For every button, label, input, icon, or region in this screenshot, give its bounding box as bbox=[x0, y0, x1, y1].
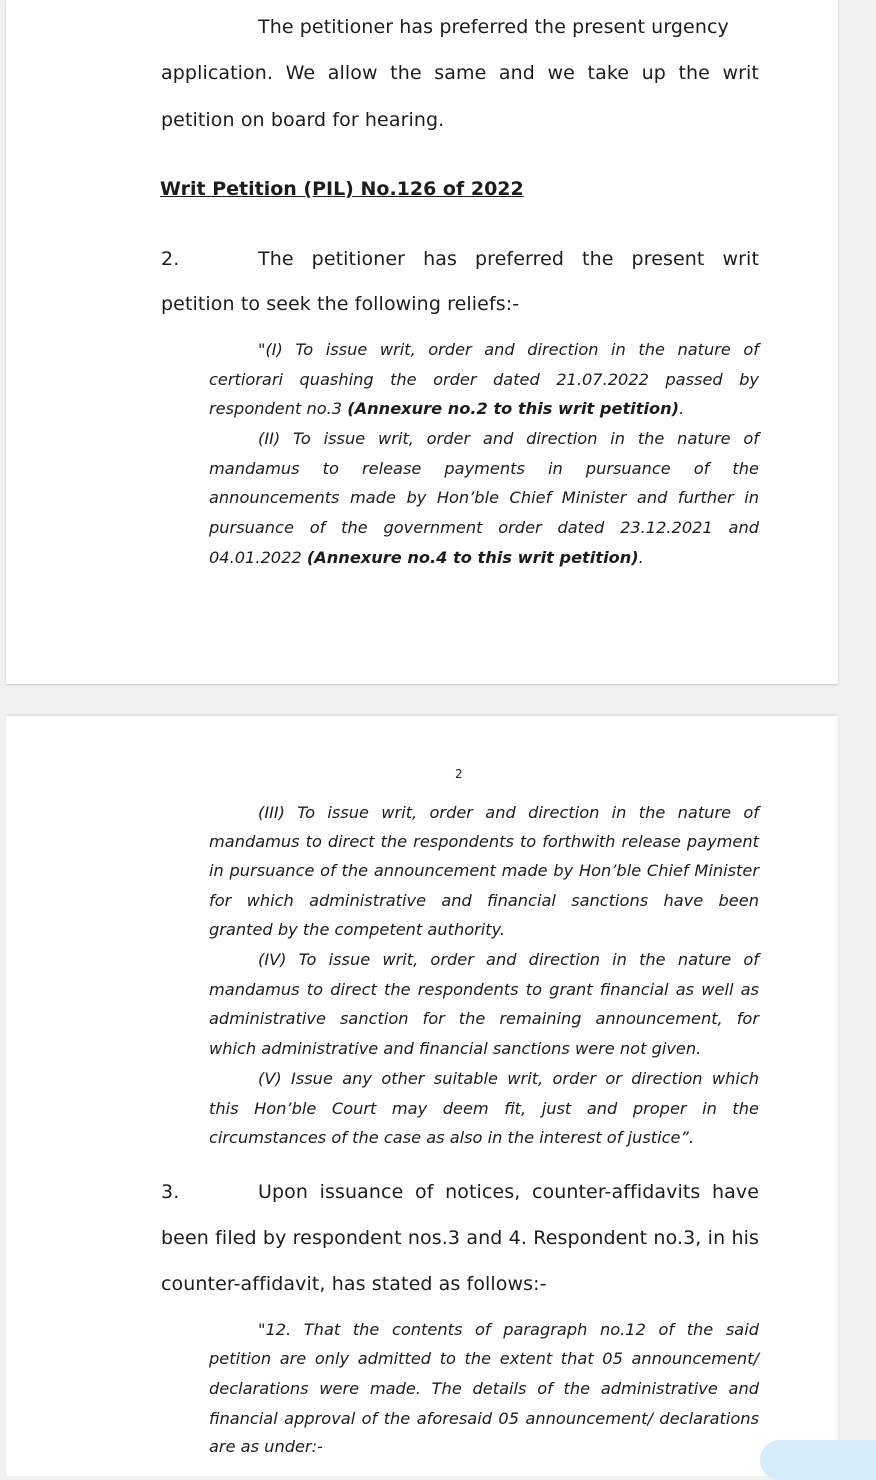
relief-5-line-3: circumstances of the case as also in the interest of justice”. bbox=[209, 1128, 694, 1147]
quote-12-line-5: are as under:- bbox=[209, 1437, 323, 1456]
annexure-4-reference: (Annexure no.4 to this writ petition) bbox=[306, 548, 639, 567]
relief-3-line-4: for which administrative and financial sanctions have been bbox=[209, 891, 759, 910]
relief-1-line-3 bbox=[209, 399, 684, 418]
relief-2-line-4: pursuance of the government order dated 23.12.2021 and bbox=[209, 518, 759, 537]
case-heading: Writ Petition (PIL) No.126 of 2022 bbox=[160, 178, 524, 200]
relief-3-line-1: (III) To issue writ, order and direction in the nature of bbox=[258, 803, 759, 822]
page-number: 2 bbox=[455, 767, 463, 781]
para-2-line-2: petition to seek the following reliefs:- bbox=[161, 293, 520, 315]
relief-4-line-4: which administrative and financial sanctions were not given. bbox=[209, 1039, 702, 1058]
quote-12-line-3: declarations were made. The details of the administrative and bbox=[209, 1379, 759, 1398]
para-3-line-2: been filed by respondent nos.3 and 4. Respondent no.3, in his bbox=[161, 1227, 759, 1249]
quote-12-line-2: petition are only admitted to the extent that 05 announcement/ bbox=[209, 1349, 759, 1368]
relief-2-line-5 bbox=[209, 548, 644, 567]
para-2-number: 2. bbox=[161, 248, 180, 270]
relief-1-period: . bbox=[679, 399, 685, 418]
relief-3-line-2: mandamus to direct the respondents to forthwith release payment bbox=[209, 832, 759, 851]
quote-12-line-4: financial approval of the aforesaid 05 announcement/ declarations bbox=[209, 1409, 759, 1428]
relief-4-line-2: mandamus to direct the respondents to grant financial as well as bbox=[209, 980, 759, 999]
para-2-line-1: The petitioner has preferred the present writ bbox=[258, 248, 759, 270]
floating-action-button[interactable] bbox=[760, 1440, 876, 1480]
para-3-line-3: counter-affidavit, has stated as follows:- bbox=[161, 1273, 547, 1295]
intro-line-3: petition on board for hearing. bbox=[161, 109, 445, 131]
relief-2-period: . bbox=[638, 548, 644, 567]
relief-1-line-1: "(I) To issue writ, order and direction in the nature of bbox=[258, 340, 759, 359]
relief-4-line-1: (IV) To issue writ, order and direction in the nature of bbox=[258, 950, 759, 969]
relief-5-line-1: (V) Issue any other suitable writ, order or direction which bbox=[258, 1069, 759, 1088]
relief-2-line-2: mandamus to release payments in pursuance of the bbox=[209, 459, 759, 478]
para-3-line-1: Upon issuance of notices, counter-affidavits have bbox=[258, 1181, 759, 1203]
intro-line-1: The petitioner has preferred the present urgency bbox=[258, 16, 729, 38]
relief-4-line-3: administrative sanction for the remaining announcement, for bbox=[209, 1009, 759, 1028]
relief-1-text: respondent no.3 bbox=[209, 399, 348, 418]
para-3-number: 3. bbox=[161, 1181, 180, 1203]
quote-12-line-1: "12. That the contents of paragraph no.12 of the said bbox=[258, 1320, 759, 1339]
relief-2-line-3: announcements made by Hon’ble Chief Minister and further in bbox=[209, 488, 759, 507]
relief-3-line-5: granted by the competent authority. bbox=[209, 920, 506, 939]
relief-2-line-1: (II) To issue writ, order and direction in the nature of bbox=[258, 429, 759, 448]
annexure-2-reference: (Annexure no.2 to this writ petition) bbox=[347, 399, 680, 418]
relief-1-line-2: certiorari quashing the order dated 21.07.2022 passed by bbox=[209, 370, 759, 389]
relief-2-date: 04.01.2022 bbox=[209, 548, 307, 567]
relief-3-line-3: in pursuance of the announcement made by Hon’ble Chief Minister bbox=[209, 861, 759, 880]
relief-5-line-2: this Hon’ble Court may deem fit, just and proper in the bbox=[209, 1099, 759, 1118]
intro-line-2: application. We allow the same and we take up the writ bbox=[161, 62, 759, 84]
